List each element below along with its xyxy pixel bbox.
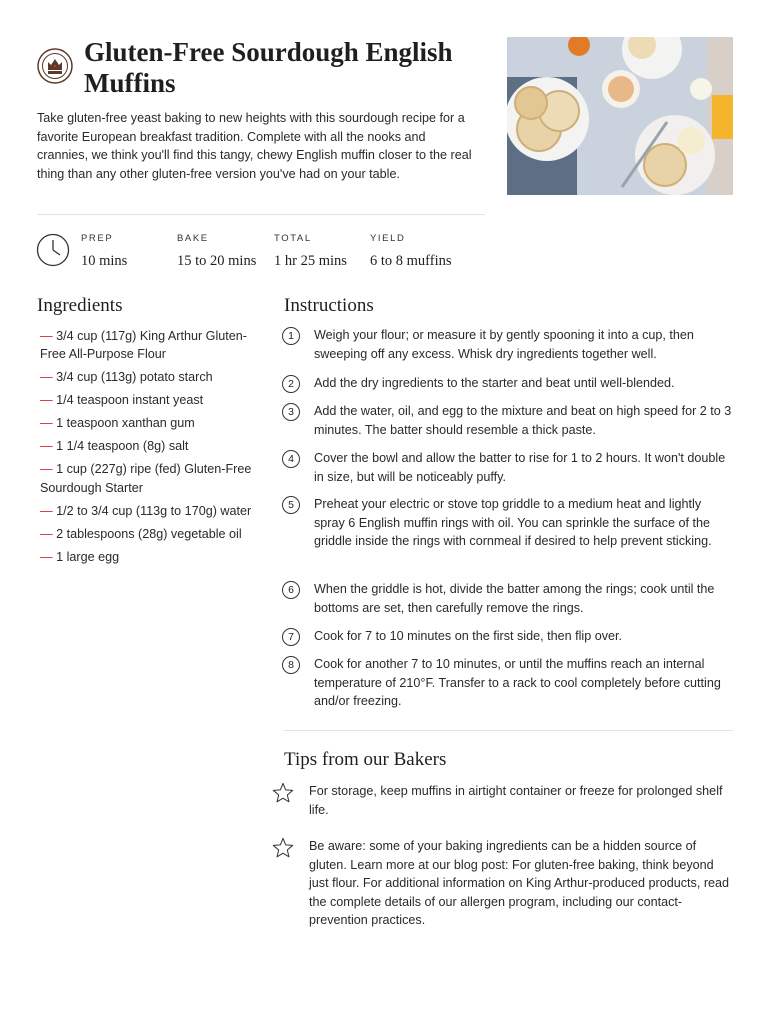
divider [284, 730, 733, 731]
step-number: 4 [282, 450, 300, 468]
instructions-heading: Instructions [284, 295, 374, 316]
step-text: Cover the bowl and allow the batter to rise for 1 to 2 hours. It won't double in size, but will be noticeably puffy. [314, 451, 726, 484]
meta-label: PREP [81, 233, 114, 244]
instruction-step [282, 580, 734, 617]
dash-icon: — [40, 370, 53, 385]
step-number: 7 [282, 628, 300, 646]
dash-icon: — [40, 393, 53, 408]
ingredient-item [40, 525, 265, 543]
dash-icon: — [40, 549, 53, 564]
king-arthur-logo[interactable] [37, 48, 73, 84]
instruction-step [282, 655, 734, 711]
tip-item [272, 782, 734, 819]
instruction-step [282, 449, 734, 486]
ingredient-item [40, 368, 265, 386]
step-text: Add the dry ingredients to the starter and beat until well-blended. [314, 376, 675, 390]
ingredient-item [40, 327, 265, 364]
meta-yield [370, 233, 452, 270]
instruction-step [282, 374, 734, 393]
dash-icon: — [40, 439, 53, 454]
meta-label: YIELD [370, 233, 406, 244]
star-icon [272, 837, 294, 859]
tip-item [272, 837, 734, 930]
meta-value: 1 hr 25 mins [274, 253, 347, 269]
meta-label: BAKE [177, 233, 209, 244]
dash-icon: — [40, 462, 53, 477]
step-number: 3 [282, 403, 300, 421]
step-number: 6 [282, 581, 300, 599]
step-text: When the griddle is hot, divide the batter among the rings; cook until the bottoms are set, then carefully remove the rings. [314, 582, 715, 615]
ingredient-item [40, 437, 265, 455]
step-text: Weigh your flour; or measure it by gently spooning it into a cup, then sweeping off any excess. Whisk dry ingredients together well. [314, 328, 694, 361]
instruction-step [282, 627, 734, 646]
step-number: 5 [282, 496, 300, 514]
tip-text: For storage, keep muffins in airtight container or freeze for prolonged shelf life. [309, 784, 723, 817]
step-number: 2 [282, 375, 300, 393]
meta-bake [177, 233, 256, 270]
ingredient-item [40, 414, 265, 432]
step-text: Cook for 7 to 10 minutes on the first side, then flip over. [314, 629, 623, 643]
step-text: Preheat your electric or stove top griddle to a medium heat and lightly spray 6 English muffin rings with oil. You can sprinkle the surface of the griddle inside the rings with cornmeal if desired to help prevent sticking. [314, 497, 712, 549]
meta-label: TOTAL [274, 233, 312, 244]
dash-icon: — [40, 526, 53, 541]
ingredients-list [40, 327, 265, 571]
ingredient-text: 1 1/4 teaspoon (8g) salt [56, 439, 189, 454]
recipe-intro: Take gluten-free yeast baking to new heights with this sourdough recipe for a favorite European breakfast tradition. Complete with all the nooks and crannies, we think you'll find this tangy, chewy English muffin closer to the real thing than any other gluten-free version you've had on your table. [37, 111, 472, 181]
recipe-photo [507, 37, 733, 195]
instruction-step [282, 495, 734, 551]
instruction-step [282, 326, 734, 363]
step-number: 1 [282, 327, 300, 345]
ingredient-text: 1 large egg [56, 549, 120, 564]
recipe-title: Gluten-Free Sourdough English Muffins [84, 37, 453, 98]
instruction-step [282, 402, 734, 439]
ingredient-text: 1/2 to 3/4 cup (113g to 170g) water [56, 503, 252, 518]
ingredient-text: 1 cup (227g) ripe (fed) Gluten-Free Sourdough Starter [40, 462, 252, 495]
ingredient-item [40, 391, 265, 409]
ingredient-text: 2 tablespoons (28g) vegetable oil [56, 526, 242, 541]
step-text: Cook for another 7 to 10 minutes, or until the muffins reach an internal temperature of 210°F. Transfer to a rack to cool completely before cutting and/or freezing. [314, 657, 721, 709]
ingredient-text: 1/4 teaspoon instant yeast [56, 393, 204, 408]
dash-icon: — [40, 416, 53, 431]
step-text: Add the water, oil, and egg to the mixture and beat on high speed for 2 to 3 minutes. The batter should resemble a thick paste. [314, 404, 732, 437]
ingredient-text: 3/4 cup (113g) potato starch [56, 370, 213, 385]
meta-total [274, 233, 347, 270]
dash-icon: — [40, 329, 53, 343]
step-number: 8 [282, 656, 300, 674]
meta-prep [81, 233, 127, 270]
meta-value: 15 to 20 mins [177, 253, 257, 269]
tips-heading: Tips from our Bakers [284, 749, 447, 770]
dash-icon: — [40, 503, 53, 518]
clock-icon [36, 233, 70, 267]
ingredients-heading: Ingredients [37, 295, 123, 316]
ingredient-text: 3/4 cup (117g) King Arthur Gluten-Free All-Purpose Flour [40, 329, 247, 362]
ingredient-text: 1 teaspoon xanthan gum [56, 416, 195, 431]
tip-text: Be aware: some of your baking ingredients can be a hidden source of gluten. Learn more at our blog post: For gluten-free baking, think beyond just flour. For additional information on King Arthur-produced products, read the complete details of our allergen program, including our contact-prevention practices. [309, 839, 730, 928]
ingredient-item [40, 548, 265, 566]
meta-value: 6 to 8 muffins [370, 253, 452, 269]
star-icon [272, 782, 294, 804]
divider [37, 214, 485, 215]
ingredient-item [40, 460, 265, 497]
meta-value: 10 mins [81, 253, 128, 269]
ingredient-item [40, 502, 265, 520]
